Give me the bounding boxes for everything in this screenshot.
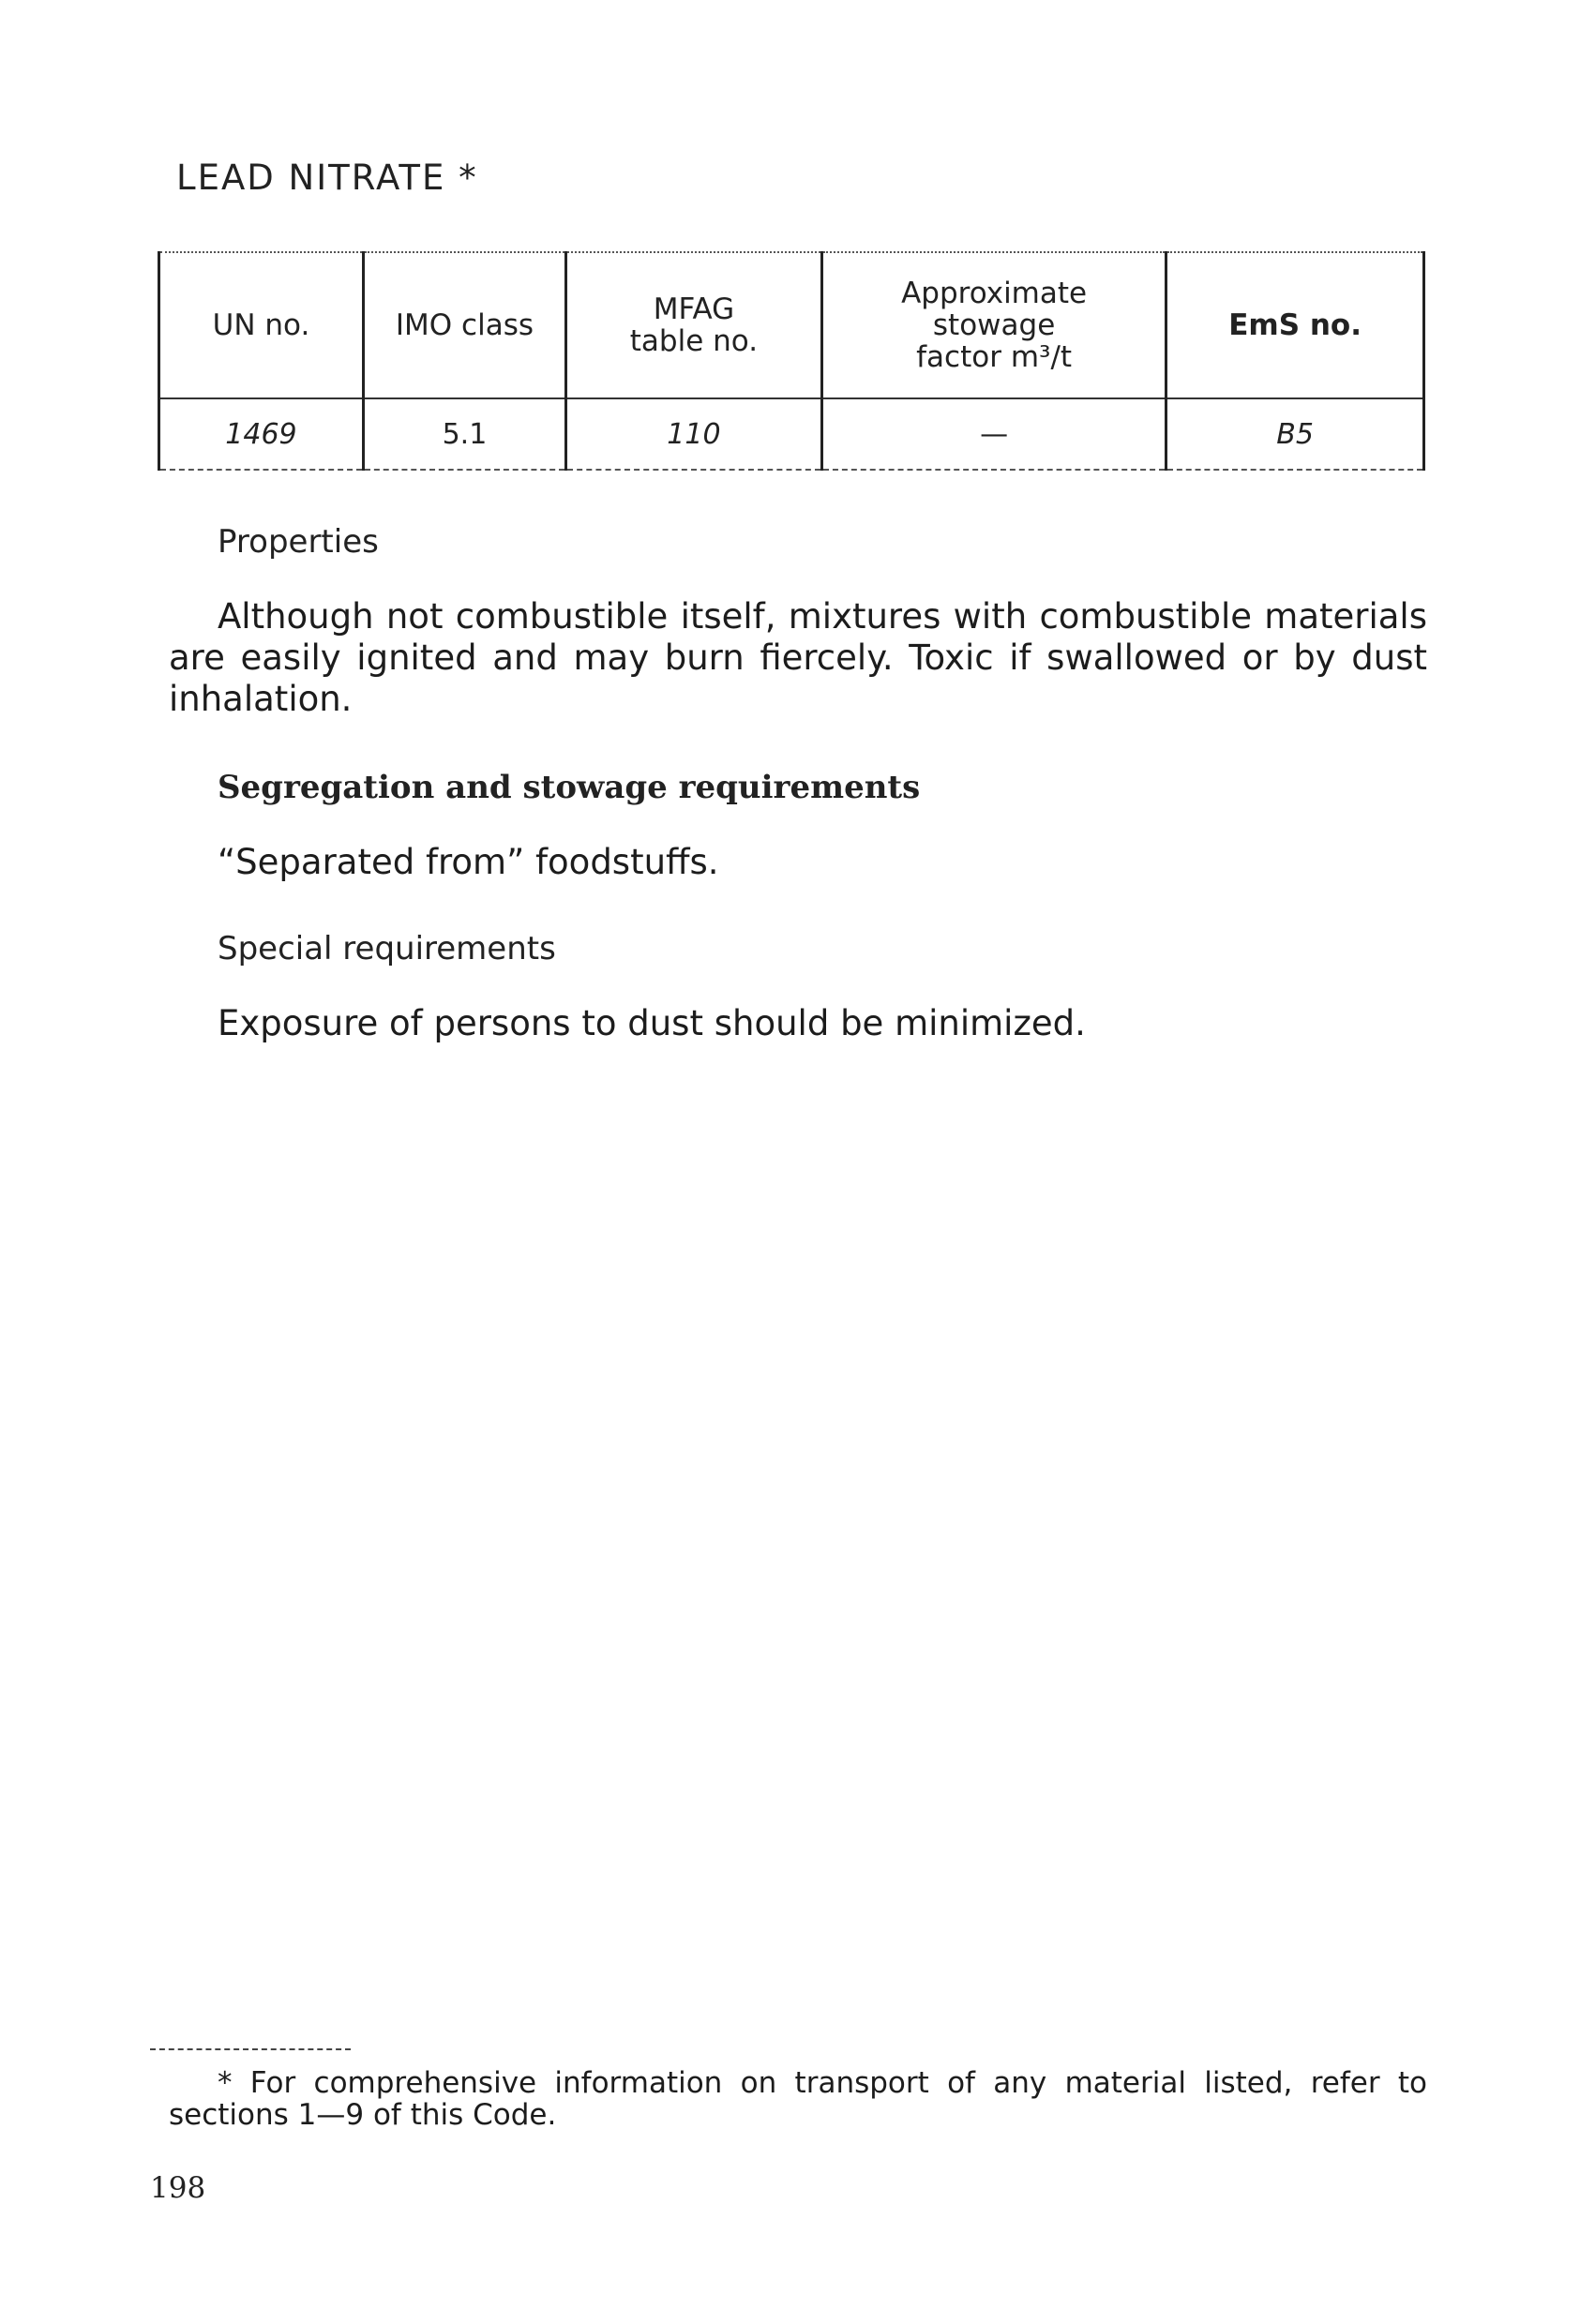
page-number: 198 xyxy=(150,2171,206,2205)
header-imo-class: IMO class xyxy=(363,252,565,398)
header-ems-no: EmS no. xyxy=(1166,252,1424,398)
table-header-row xyxy=(159,252,1424,398)
header-stowage-line-1: Approximate xyxy=(901,277,1088,310)
cell-un-no: 1469 xyxy=(159,398,364,470)
page-title: LEAD NITRATE * xyxy=(176,157,478,198)
table-header xyxy=(159,252,1424,398)
cell-ems-no: B5 xyxy=(1166,398,1424,470)
header-un-no: UN no. xyxy=(159,252,364,398)
section-text-special: Exposure of persons to dust should be minimized. xyxy=(218,1003,1086,1043)
cell-imo-class: 5.1 xyxy=(363,398,565,470)
table-body xyxy=(159,398,1424,470)
section-heading-segregation: Segregation and stowage requirements xyxy=(218,769,921,806)
section-heading-properties: Properties xyxy=(218,523,379,561)
section-heading-special: Special requirements xyxy=(218,930,556,967)
section-text-properties: Although not combustible itself, mixtures with combustible materials are easily ignited and may burn fiercely. Toxic if swallowed or by dust inhalation. xyxy=(169,596,1427,719)
cell-stowage-factor: — xyxy=(821,398,1166,470)
header-stowage-line-2: stowage xyxy=(932,308,1056,342)
header-mfag xyxy=(565,252,821,398)
substance-data-table xyxy=(158,251,1425,471)
footnote-divider xyxy=(150,2048,351,2050)
table-row xyxy=(159,398,1424,470)
header-stowage-line-3: factor m³/t xyxy=(916,340,1073,374)
footnote: * For comprehensive information on transport of any material listed, refer to sections 1—9 of this Code. xyxy=(169,2066,1427,2132)
section-text-segregation: “Separated from” foodstuffs. xyxy=(218,842,719,882)
header-stowage-factor xyxy=(821,252,1166,398)
cell-mfag: 110 xyxy=(565,398,821,470)
header-mfag-line-2: table no. xyxy=(629,324,759,358)
header-mfag-line-1: MFAG xyxy=(653,292,735,326)
